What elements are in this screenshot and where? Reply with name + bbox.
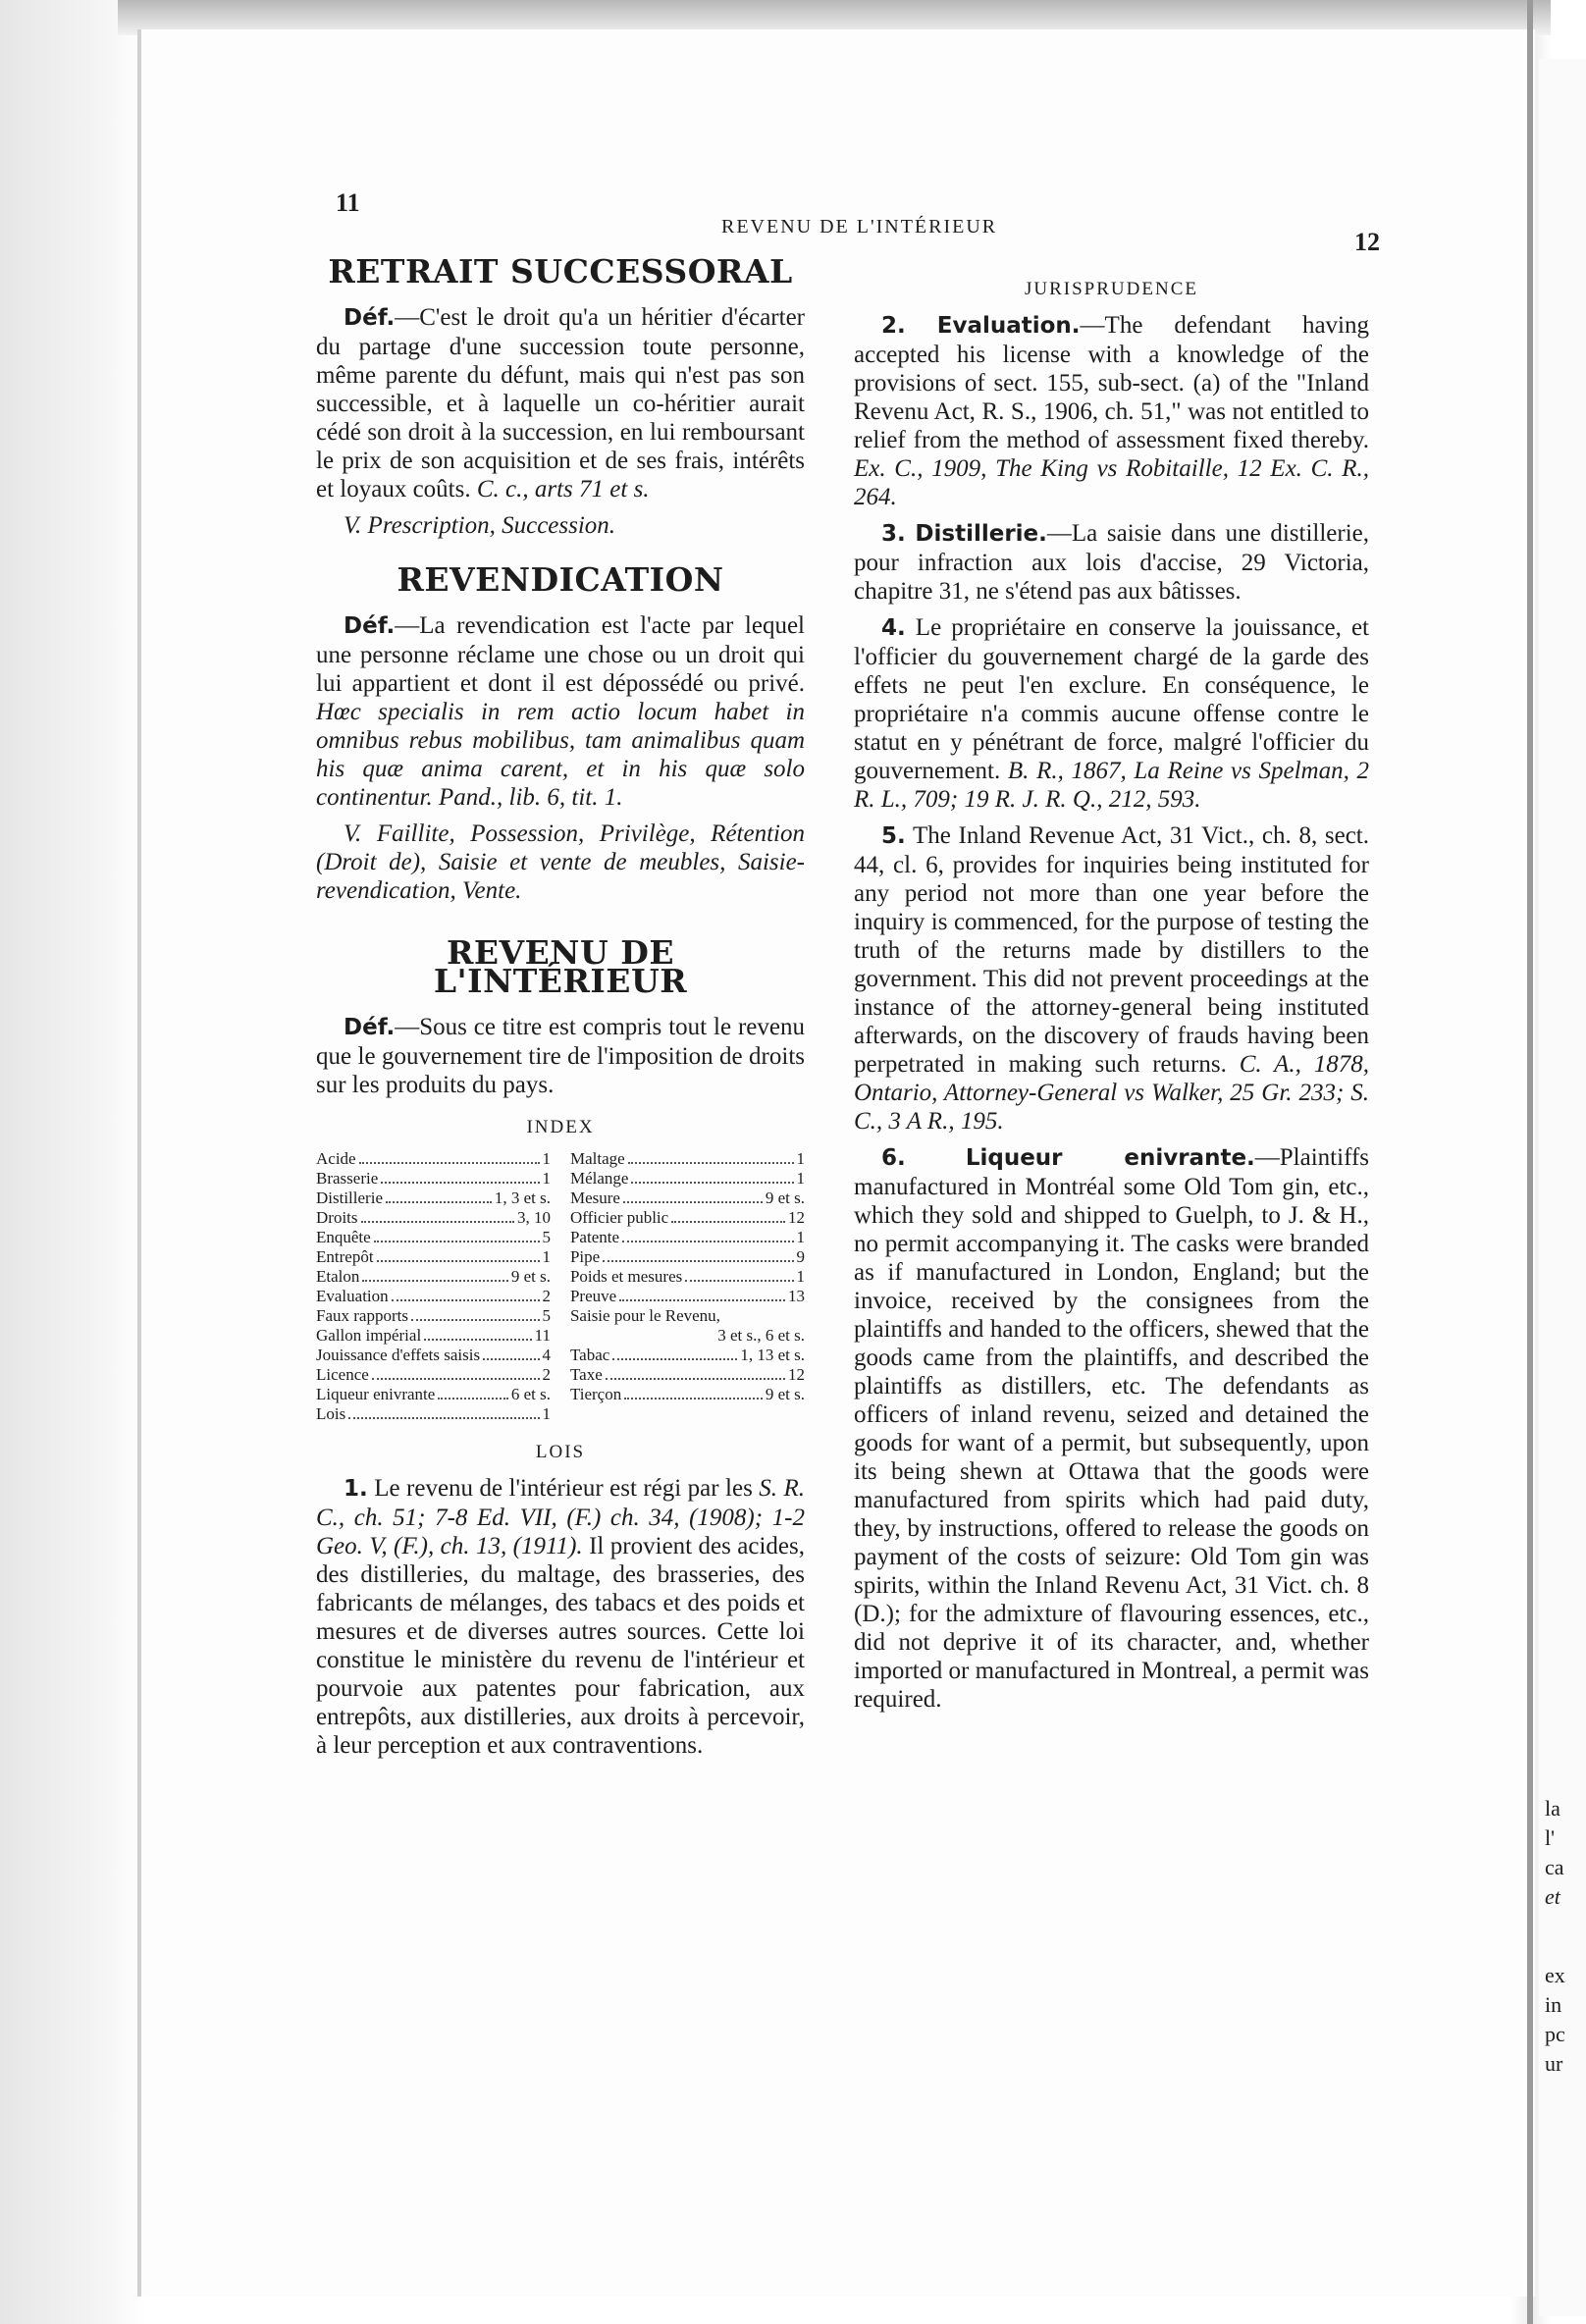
- index-entry-ref: 9: [796, 1247, 805, 1266]
- lois-title: LOIS: [535, 1442, 586, 1462]
- def-label: Déf.: [344, 305, 396, 331]
- index-entry-ref: 1, 3 et s.: [494, 1188, 552, 1207]
- index-leader-dots: [392, 1287, 540, 1301]
- def-text: —La revendication est l'acte par lequel une personne réclame une chose ou un droit qui lui appartient et dont il est dépossédé ou privé.: [316, 612, 805, 697]
- index-entry-name: Poids et mesures: [569, 1267, 683, 1286]
- see-also: V. Prescription, Succession.: [344, 512, 616, 539]
- index-entry: [316, 1247, 551, 1267]
- paragraph-3: 3. Distillerie.—La saisie dans une distillerie, pour infraction aux lois d'accise, 29 Victoria, chapitre 31, ne s'étend pas aux bâtisses.: [854, 520, 1369, 605]
- index-entry: [316, 1228, 551, 1247]
- definition: [316, 611, 805, 812]
- index-entry-ref: 6 et s.: [510, 1385, 552, 1403]
- index-entry: [316, 1404, 551, 1424]
- index-entry: [316, 1346, 551, 1365]
- def-text: —Sous ce titre est compris tout le revenu que le gouvernement tire de l'imposition de droits sur les produits du pays.: [316, 1014, 805, 1098]
- index-entry-ref: 11: [534, 1326, 552, 1345]
- index-entry-name: Jouissance d'effets saisis: [316, 1346, 481, 1364]
- index-leader-dots: [606, 1365, 785, 1380]
- index-entry-ref: 3, 10: [517, 1208, 552, 1227]
- index-entry-name: Pipe: [569, 1247, 601, 1266]
- index-entry-ref: 12: [788, 1208, 805, 1227]
- index-leader-dots: [381, 1169, 539, 1184]
- index-entry-ref: 1: [796, 1228, 805, 1246]
- index-leader-dots: [372, 1365, 540, 1380]
- index-entry-name: Droits: [316, 1208, 358, 1227]
- paragraph-1: 1. Le revenu de l'intérieur est régi par les S. R. C., ch. 51; 7-8 Ed. VII, (F.) ch. 34, (1908); 1-2 Geo. V, (F.), ch. 13, (1911). Il provient des acides, des distilleries, du maltage, des brasseries, des fabricants de mélanges, des tabacs et des poids et mesures et de diverses autres sources. Cette loi constitue le ministère du revenu de l'intérieur et pourvoie aux patentes pour fabrication, aux entrepôts, aux distilleries, aux droits à percevoir, à leur perception et aux contraventions.: [316, 1475, 805, 1759]
- index-title: INDEX: [526, 1117, 595, 1137]
- index-entry: [316, 1149, 551, 1169]
- index-leader-dots: [631, 1169, 793, 1184]
- index-column-right: [570, 1149, 805, 1424]
- page-number-left: 11: [336, 188, 360, 217]
- index-entry-ref: 1: [796, 1267, 805, 1286]
- paragraph-5: 5. The Inland Revenue Act, 31 Vict., ch. 8, sect. 44, cl. 6, provides for inquiries being instituted for any period not more than one year before the inquiry is commenced, for the purpose of testing the truth of the returns made by distillers to the government. This did not prevent proceedings at the instance of the attorney-general being instituted afterwards, on the discovery of frauds having been perpetrated in making such returns. C. A., 1878, Ontario, Attorney-General vs Walker, 25 Gr. 233; S. C., 3 A R., 195.: [854, 822, 1369, 1135]
- index-leader-dots: [359, 1149, 540, 1164]
- next-page-fragment: l': [1545, 1825, 1556, 1850]
- index-entry-name: Evaluation: [316, 1287, 389, 1305]
- index-entry: [570, 1149, 805, 1169]
- definition: [316, 1013, 805, 1099]
- index-leader-dots: [685, 1267, 793, 1282]
- left-column: [316, 245, 805, 1768]
- index-entry-ref: 9 et s.: [765, 1385, 805, 1403]
- index-table: [316, 1149, 805, 1424]
- index-entry: [570, 1326, 805, 1346]
- index-entry: [570, 1365, 805, 1385]
- index-entry-ref: 5: [542, 1228, 552, 1246]
- index-leader-dots: [624, 1385, 763, 1400]
- index-entry-ref: 1: [796, 1169, 805, 1188]
- index-entry: [316, 1188, 551, 1208]
- paragraph-6: 6. Liqueur enivrante.—Plaintiffs manufactured in Montréal some Old Tom gin, etc., which they sold and shipped to Guelph, to J. & H., no permit accompanying it. The casks were branded as if manufactured in London, England; but the invoice, received by the consignees from the plaintiffs and handed to the officers, shewed that the goods came from the plaintiffs, and described the plaintiffs as distillers, etc. The defendants as officers of inland revenu, seized and detained the goods for want of a permit, but subsequently, upon its being shewn at Ottawa that the goods were manufactured from spirits which had paid duty, they, by instructions, offered to release the goods on payment of the costs of seizure: Old Tom gin was spirits, within the Inland Revenu Act, 31 Vict. ch. 8 (D.); for the admixture of flavouring essences, etc., did not deprive it of its character, and, whether imported or manufactured in Montreal, a permit was required.: [854, 1144, 1369, 1713]
- right-column: [854, 275, 1369, 1721]
- index-leader-dots: [386, 1188, 492, 1203]
- index-leader-dots: [348, 1404, 539, 1419]
- index-entry-ref: 1: [796, 1149, 805, 1168]
- page-number-right: 12: [1354, 228, 1380, 256]
- index-entry: [570, 1306, 805, 1326]
- index-entry: [316, 1365, 551, 1385]
- index-entry-name: Distillerie: [316, 1188, 383, 1207]
- index-leader-dots: [374, 1228, 540, 1242]
- index-entry: [316, 1267, 551, 1287]
- def-label: Déf.: [344, 1015, 396, 1040]
- index-entry-name: Faux rapports: [316, 1306, 408, 1325]
- section-title: RETRAIT SUCCESSORAL: [328, 252, 793, 290]
- definition: [316, 303, 805, 503]
- next-page-fragment: in: [1545, 1992, 1562, 2017]
- index-entry: [570, 1385, 805, 1404]
- next-page-fragment: pc: [1545, 2022, 1565, 2046]
- index-entry: [316, 1208, 551, 1228]
- index-entry-ref: 9 et s.: [510, 1267, 552, 1286]
- index-entry-name: Taxe: [569, 1365, 603, 1384]
- index-entry-ref: 12: [788, 1365, 805, 1384]
- index-entry: [570, 1247, 805, 1267]
- index-leader-dots: [619, 1287, 785, 1301]
- index-entry-ref: 13: [788, 1287, 805, 1305]
- next-page-fragment: et: [1545, 1884, 1560, 1909]
- index-entry: [570, 1208, 805, 1228]
- index-entry-ref: 1: [542, 1404, 552, 1423]
- section-title: REVENDICATION: [396, 560, 724, 599]
- index-leader-dots: [612, 1346, 737, 1360]
- book-spine: [1527, 0, 1533, 2324]
- index-entry-ref: 1: [542, 1169, 552, 1188]
- index-entry-name: Lois: [316, 1404, 346, 1423]
- next-page-fragment: ex: [1545, 1963, 1565, 1987]
- def-reference: C. c., arts 71 et s.: [476, 476, 650, 502]
- index-entry: [316, 1326, 551, 1346]
- index-entry: [316, 1306, 551, 1326]
- index-entry-name: Maltage: [569, 1149, 625, 1168]
- index-entry-name: Etalon: [316, 1267, 360, 1286]
- index-entry-name: Patente: [569, 1228, 620, 1246]
- section-title: REVENU DE L'INTÉRIEUR: [433, 933, 688, 1000]
- index-entry-name: Mesure: [569, 1188, 620, 1207]
- index-entry-ref: 1: [542, 1247, 552, 1266]
- see-also: V. Faillite, Possession, Privilège, Rétention (Droit de), Saisie et vente de meubles, Saisie-revendication, Vente.: [316, 820, 805, 904]
- index-entry-ref: 3 et s., 6 et s.: [717, 1326, 805, 1345]
- index-entry-ref: 4: [542, 1346, 552, 1364]
- index-entry: [316, 1385, 551, 1404]
- index-entry-name: Preuve: [569, 1287, 617, 1305]
- index-entry: [570, 1267, 805, 1287]
- index-entry-name: Officier public: [569, 1208, 669, 1227]
- index-entry-ref: 1, 13 et s.: [740, 1346, 805, 1364]
- index-entry-ref: 5: [542, 1306, 552, 1325]
- index-leader-dots: [424, 1326, 531, 1341]
- index-entry: [316, 1169, 551, 1188]
- index-leader-dots: [411, 1306, 540, 1321]
- index-entry-ref: 1: [542, 1149, 552, 1168]
- index-entry-name: Brasserie: [316, 1169, 379, 1188]
- index-entry-name: Tierçon: [569, 1385, 622, 1403]
- index-entry-name: Tabac: [569, 1346, 610, 1364]
- next-page-fragment: ur: [1545, 2051, 1563, 2076]
- index-entry-name: Enquête: [316, 1228, 371, 1246]
- index-leader-dots: [623, 1188, 763, 1203]
- index-entry: [570, 1188, 805, 1208]
- next-page-fragment: la: [1545, 1796, 1560, 1821]
- index-entry: [570, 1287, 805, 1306]
- index-leader-dots: [628, 1149, 794, 1164]
- index-leader-dots: [603, 1247, 793, 1262]
- paragraph-2: 2. Evaluation.—The defendant having accepted his license with a knowledge of the provisions of sect. 155, sub-sect. (a) of the "Inland Revenu Act, R. S., 1906, ch. 51," was not entitled to relief from the method of assessment fixed thereby. Ex. C., 1909, The King vs Robitaille, 12 Ex. C. R., 264.: [854, 312, 1370, 510]
- index-leader-dots: [362, 1267, 508, 1282]
- def-latin: Hœc specialis in rem actio locum habet in omnibus rebus mobilibus, tam animalibus quam his quæ anima carent, et in his quæ solo continentur. Pand., lib. 6, tit. 1.: [316, 699, 805, 811]
- index-entry-ref: 9 et s.: [765, 1188, 805, 1207]
- index-entry: [570, 1169, 805, 1188]
- index-leader-dots: [377, 1247, 540, 1262]
- index-leader-dots: [361, 1208, 515, 1223]
- running-title: REVENU DE L'INTÉRIEUR: [721, 216, 998, 238]
- index-entry: [570, 1346, 805, 1365]
- def-text: —C'est le droit qu'a un héritier d'écarter du partage d'une succession toute personne, même parente du défunt, mais qui n'est pas son successible, et à laquelle un co-héritier aurait cédé son droit à la succession, en lui remboursant le prix de son acquisition et de ses frais, intérêts et loyaux coûts.: [316, 304, 805, 502]
- index-entry-name: Entrepôt: [316, 1247, 374, 1266]
- next-page-fragment: ca: [1545, 1855, 1564, 1879]
- index-entry: [570, 1228, 805, 1247]
- index-entry-name: Mélange: [569, 1169, 629, 1188]
- jurisprudence-title: JURISPRUDENCE: [1025, 279, 1198, 299]
- index-entry: [316, 1287, 551, 1306]
- index-column-left: [316, 1149, 551, 1424]
- index-entry-ref: 2: [542, 1287, 552, 1305]
- index-leader-dots: [622, 1228, 793, 1242]
- index-leader-dots: [671, 1208, 785, 1223]
- index-entry-name: Licence: [316, 1365, 369, 1384]
- def-label: Déf.: [344, 613, 396, 639]
- index-leader-dots: [438, 1385, 508, 1400]
- paragraph-4: 4. Le propriétaire en conserve la jouissance, et l'officier du gouvernement chargé de la garde des effets ne peut l'en exclure. En conséquence, le propriétaire n'a commis aucune offense contre le statut en y pénétrant de force, malgré l'officier du gouvernement. B. R., 1867, La Reine vs Spelman, 2 R. L., 709; 19 R. J. R. Q., 212, 593.: [854, 614, 1369, 813]
- index-entry-name: Liqueur enivrante: [316, 1385, 436, 1403]
- index-entry-name: Gallon impérial: [316, 1326, 422, 1345]
- index-entry-ref: 2: [542, 1365, 552, 1384]
- index-entry-name: Acide: [316, 1149, 356, 1168]
- index-entry-name: Saisie pour le Revenu,: [569, 1306, 720, 1325]
- index-leader-dots: [483, 1346, 539, 1360]
- next-page-edge: [1539, 59, 1586, 2316]
